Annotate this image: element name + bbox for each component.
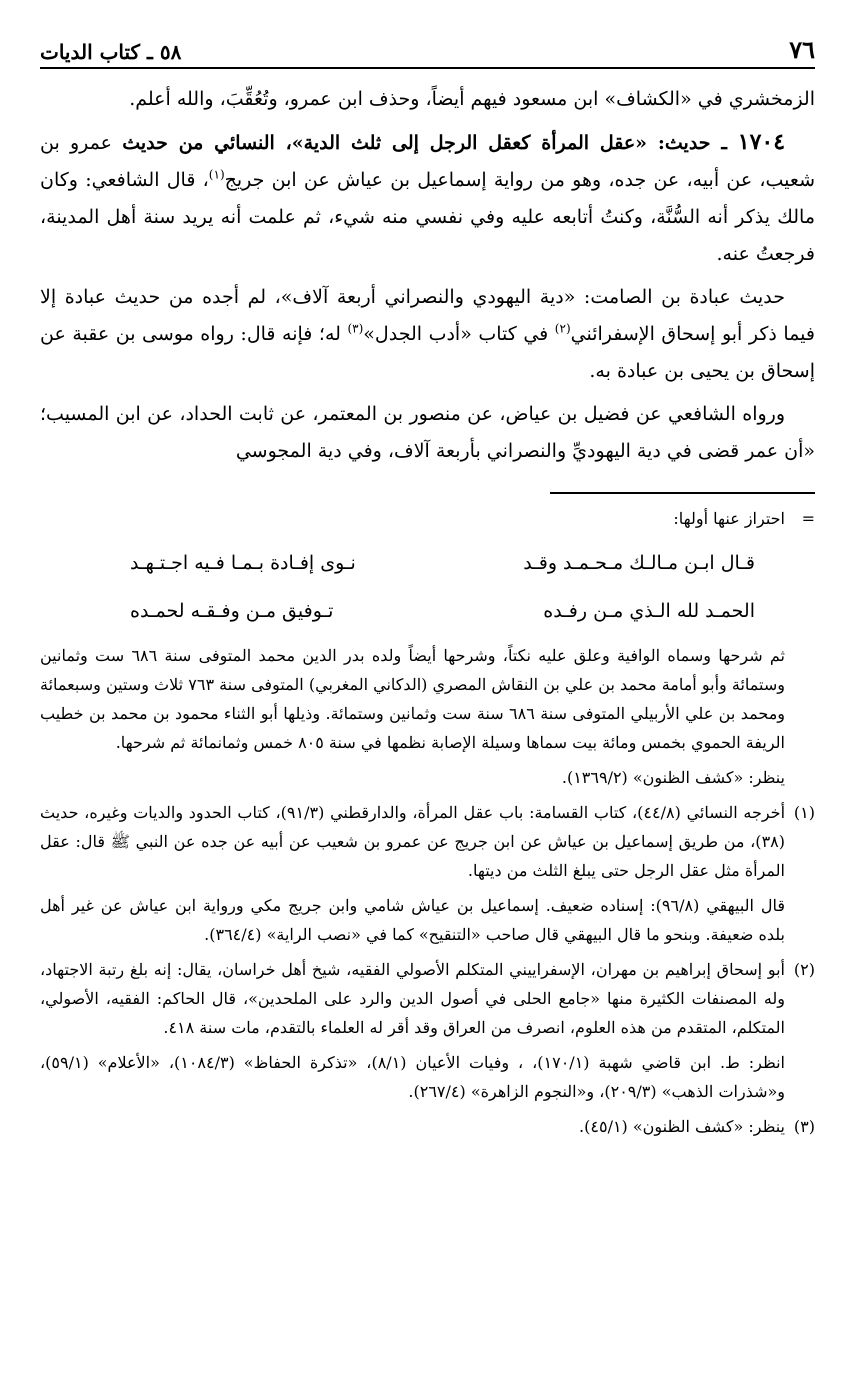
paragraph-3-text-2: في كتاب «أدب الجدل» <box>363 323 555 345</box>
paragraph-3-text: حديث عبادة بن الصامت: «دية اليهودي والنصراني أربعة آلاف»، لم أجده من حديث عبادة إلا فيما ذكر أبو إسحاق الإسفرائني <box>40 286 815 345</box>
page-number: ٧٦ <box>789 35 815 64</box>
paragraph-4: ورواه الشافعي عن فضيل بن عياض، عن منصور بن المعتمر، عن ثابت الحداد، عن ابن المسيب؛ «أن عمر قضى في دية اليهوديِّ والنصراني بأربعة آلاف، وفي دية المجوسي <box>40 403 815 462</box>
footnote-divider-wrap <box>40 476 815 504</box>
footnote-3-text: ينظر: «كشف الظنون» (٤٥/١). <box>579 1117 785 1136</box>
verse-hemistich: الحمـد لله الـذي مـن رفـده <box>543 600 755 622</box>
paragraph-3 <box>40 279 815 390</box>
footnote-1-text-2: قال البيهقي (٩٦/٨): إسناده ضعيف. إسماعيل بن عياش شامي وابن جريج مكي ورواية ابن عياش عن غير أهل بلده ضعيفة. وبنحو ما قال البيهقي قال صاحب «التنقيح» كما في «نصب الراية» (٣٦٤/٤). <box>40 896 786 944</box>
paragraph-1: الزمخشري في «الكشاف» ابن مسعود فيهم أيضاً، وحذف ابن عمرو، وتُعُقِّبَ، والله أعلم. <box>129 88 815 110</box>
footnote-ref-2[interactable]: (٢) <box>554 321 571 336</box>
poem-verse <box>40 539 785 587</box>
hadith-lead: ـ حديث: <box>647 132 738 154</box>
hadith-quote: «عقل المرأة كعقل الرجل إلى ثلث الدية»، النسائي من حديث <box>122 132 648 154</box>
poem-verse <box>40 587 785 635</box>
footnote-2 <box>40 955 815 1042</box>
verse-hemistich: قـال ابـن مـالـك مـحـمـد وقـد <box>523 552 755 574</box>
footnote-2-text: أبو إسحاق إبراهيم بن مهران، الإسفراييني المتكلم الأصولي الفقيه، شيخ أهل خراسان، يقال: إنه بلغ رتبة الاجتهاد، وله المصنفات الكثيرة منها «جامع الحلى في أصول الدين والرد على الملحدين»، قال الحاكم: الفقيه، الأصولي، المتكلم، المتقدم من هذه العلوم، انصرف من العراق وقد أقر له العلماء بالتقدم، مات سنة ٤١٨. <box>40 960 785 1037</box>
footnote-1-text: أخرجه النسائي (٤٤/٨)، كتاب القسامة: باب عقل المرأة، والدارقطني (٩١/٣)، كتاب الحدود والديات وغيره، حديث (٣٨)، من طريق إسماعيل بن عياش عن ابن جريج عن عمرو بن شعيب عن أبيه عن جده عن النبي ﷺ قال: عقل المرأة مثل عقل الرجل حتى يبلغ الثلث من ديتها. <box>40 803 786 880</box>
footnote-1 <box>40 798 815 885</box>
verse-hemistich: نـوى إفـادة بـمـا فـيه اجـتـهـد <box>130 552 356 574</box>
running-head: ٥٨ ـ كتاب الديات <box>40 40 182 64</box>
footnote-ref-3[interactable]: (٣) <box>347 321 364 336</box>
footnote-3 <box>40 1112 815 1141</box>
continuation-marker: = <box>801 509 815 528</box>
footnote-1-marker: (١) <box>793 803 815 822</box>
poem <box>40 539 815 635</box>
hadith-text-2: ، قال الشافعي: وكان مالك يذكر أنه السُّنَّة، وكنتُ أتابعه عليه وفي نفسي منه شيء، ثم علمت أنه يريد سنة أهل المدينة، فرجعتُ عنه. <box>40 169 815 265</box>
paragraph-3-text-3: له؛ فإنه قال: رواه موسى بن عقبة عن إسحاق بن يحيى بن عبادة به. <box>40 323 815 382</box>
footnote-2-marker: (٢) <box>793 960 815 979</box>
footnote-2-text-2: انظر: ط. ابن قاضي شهبة (١٧٠/١)، ، وفيات الأعيان (٨/١)، «تذكرة الحفاظ» (١٠٨٤/٣)، «الأعلام» (٥٩/١)، و«شذرات الذهب» (٢٠٩/٣)، و«النجوم الزاهرة» (٢٦٧/٤). <box>40 1053 785 1101</box>
continuation-intro: احتراز عنها أولها: <box>673 509 785 528</box>
book-page <box>40 30 815 1147</box>
footnote-ref-1[interactable]: (١) <box>208 167 225 182</box>
verse-hemistich: تـوفيق مـن وفـقـه لحمـده <box>130 600 334 622</box>
footnotes <box>40 504 815 1141</box>
footnote-3-marker: (٣) <box>793 1117 815 1136</box>
page-header <box>40 30 815 69</box>
hadith-text: عمرو بن شعيب، عن أبيه، عن جده، وهو من رواية إسماعيل بن عياش عن ابن جريج <box>40 132 816 191</box>
paragraph-hadith-1704 <box>40 124 815 273</box>
continuation-ref: ينظر: «كشف الظنون» (١٣٦٩/٢). <box>561 768 785 787</box>
main-text <box>40 81 815 470</box>
continuation-text: ثم شرحها وسماه الوافية وعلق عليه نكتاً، وشرحها أيضاً ولده بدر الدين محمد المتوفى سنة ٦٨٦ ست وثمانين وستمائة وأبو أمامة محمد بن علي بن النقاش المصري (الدكاني المغربي) المتوفى سنة ٧٦٣ ثلاث وستين وسبعمائة ومحمد بن علي الأربيلي المتوفى سنة ٦٨٦ سنة ست وثمانين وستمائة. وذيلها أبو الثناء محمود بن محمد بن خطيب الريفة الحموي بخمس ومائة بيت سماها وسيلة الإصابة نظمها في سنة ٨٠٥ خمس وثمانمائة ثم شرحها. <box>40 646 786 752</box>
footnote-divider <box>550 492 815 494</box>
hadith-number: ١٧٠٤ <box>737 129 786 155</box>
footnote-continuation <box>40 504 815 533</box>
